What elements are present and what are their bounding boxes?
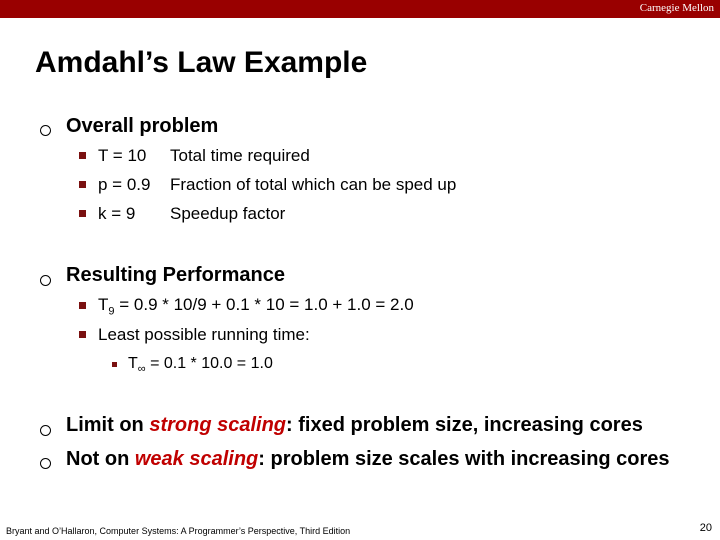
slide-title: Amdahl’s Law Example xyxy=(35,46,368,79)
square-bullet-icon xyxy=(79,210,86,217)
list-item-symbol: p = 0.9 xyxy=(98,175,151,194)
least-running-time-label: Least possible running time: xyxy=(98,325,310,344)
tinf-equation xyxy=(128,355,273,375)
footer-credit: Bryant and O’Hallaron, Computer Systems: A Programmer’s Perspective, Third Edition xyxy=(6,526,351,536)
tinf-expression: = 0.1 * 10.0 = 1.0 xyxy=(145,355,273,372)
top-bar xyxy=(0,0,720,18)
list-item-symbol: k = 9 xyxy=(98,204,136,223)
strong-after: : fixed problem size, increasing cores xyxy=(286,414,643,436)
strong-scaling-term: strong scaling xyxy=(149,414,287,436)
t9-expression: = 0.9 * 10/9 + 0.1 * 10 = 1.0 + 1.0 = 2.0 xyxy=(114,295,414,314)
strong-scaling-line xyxy=(66,414,643,437)
tinf-subscript: ∞ xyxy=(137,363,146,376)
weak-after: : problem size scales with increasing cores xyxy=(258,448,670,470)
tinf-base: T xyxy=(128,355,138,372)
t9-subscript: 9 xyxy=(108,305,115,318)
list-item-desc: Speedup factor xyxy=(170,204,286,223)
page-number: 20 xyxy=(699,522,712,534)
heading-overall-problem: Overall problem xyxy=(66,115,219,137)
list-item-desc: Total time required xyxy=(170,146,310,165)
square-bullet-icon xyxy=(79,302,86,309)
list-item-desc: Fraction of total which can be sped up xyxy=(170,175,457,194)
strong-before: Limit on xyxy=(66,414,150,436)
square-bullet-icon xyxy=(79,152,86,159)
small-square-bullet-icon xyxy=(112,362,117,367)
brand-label: Carnegie Mellon xyxy=(639,2,714,14)
square-bullet-icon xyxy=(79,181,86,188)
t9-equation xyxy=(98,295,414,317)
weak-before: Not on xyxy=(66,448,135,470)
t9-base: T xyxy=(98,295,109,314)
heading-resulting-performance: Resulting Performance xyxy=(66,264,285,286)
weak-scaling-line xyxy=(66,448,670,471)
list-item-symbol: T = 10 xyxy=(98,146,147,165)
weak-scaling-term: weak scaling xyxy=(134,448,259,470)
square-bullet-icon xyxy=(79,331,86,338)
